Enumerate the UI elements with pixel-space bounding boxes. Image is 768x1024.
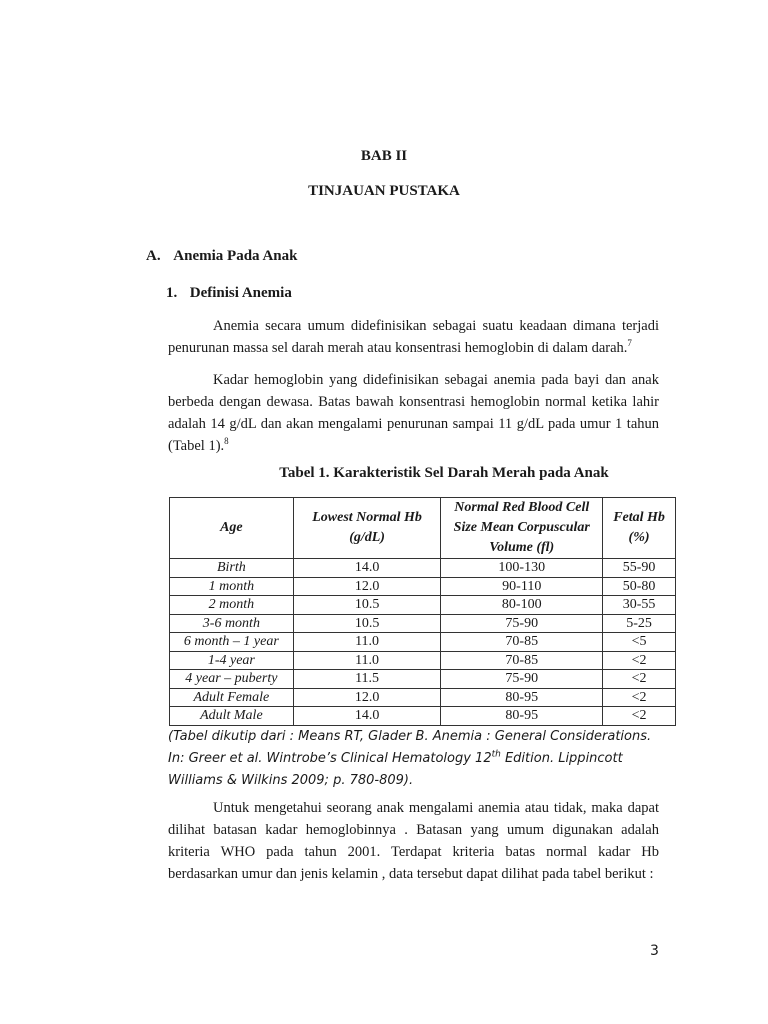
table-row bbox=[170, 670, 676, 689]
cell-age: 1-4 year bbox=[170, 651, 294, 670]
header-age: Age bbox=[170, 498, 294, 559]
cell-hb: 10.5 bbox=[293, 614, 441, 633]
cell-fetal: 5-25 bbox=[603, 614, 676, 633]
header-fetal-hb: Fetal Hb (%) bbox=[603, 498, 676, 559]
cell-age: 3-6 month bbox=[170, 614, 294, 633]
cell-hb: 12.0 bbox=[293, 688, 441, 707]
cell-fetal: <5 bbox=[603, 633, 676, 652]
cell-mcv: 80-95 bbox=[441, 707, 603, 726]
table-row bbox=[170, 688, 676, 707]
caption-text: (Tabel dikutip dari : Means RT, Glader B. Anemia : General Considerations. In: Greer et al. Wintrobe’s Clinical Hematology 12 bbox=[168, 729, 652, 766]
chapter-heading: BAB II bbox=[360, 148, 408, 164]
cell-fetal: 50-80 bbox=[603, 577, 676, 596]
cell-age: 4 year – puberty bbox=[170, 670, 294, 689]
caption-sup: th bbox=[491, 749, 501, 760]
paragraph-text: Kadar hemoglobin yang didefinisikan sebagai anemia pada bayi dan anak berbeda dengan dewasa. Batas bawah konsentrasi hemoglobin normal ketika lahir adalah 14 g/dL dan akan mengalami penurunan sampai 11 g/dL pada umur 1 tahun (Tabel 1). bbox=[168, 372, 659, 454]
table-row bbox=[170, 559, 676, 578]
cell-fetal: <2 bbox=[603, 688, 676, 707]
header-lowest-hb: Lowest Normal Hb (g/dL) bbox=[293, 498, 441, 559]
cell-mcv: 100-130 bbox=[441, 559, 603, 578]
cell-mcv: 75-90 bbox=[441, 670, 603, 689]
header-mcv: Normal Red Blood Cell Size Mean Corpuscular Volume (fl) bbox=[441, 498, 603, 559]
cell-age: 2 month bbox=[170, 596, 294, 615]
subsection-marker: 1. bbox=[166, 285, 178, 301]
cell-age: 6 month – 1 year bbox=[170, 633, 294, 652]
cell-fetal: 30-55 bbox=[603, 596, 676, 615]
cell-hb: 11.5 bbox=[293, 670, 441, 689]
paragraph-who-criteria bbox=[168, 797, 659, 885]
table-header-row bbox=[170, 498, 676, 559]
cell-mcv: 70-85 bbox=[441, 633, 603, 652]
table-row bbox=[170, 707, 676, 726]
page-number: 3 bbox=[650, 943, 659, 959]
cell-fetal: <2 bbox=[603, 670, 676, 689]
cell-fetal: 55-90 bbox=[603, 559, 676, 578]
subsection-heading bbox=[166, 285, 292, 302]
caption-text-end: Edition. Lippincott Williams & Wilkins 2009; p. 780-809). bbox=[168, 751, 623, 788]
cell-hb: 11.0 bbox=[293, 633, 441, 652]
cell-mcv: 80-100 bbox=[441, 596, 603, 615]
cell-fetal: <2 bbox=[603, 707, 676, 726]
cell-age: Adult Male bbox=[170, 707, 294, 726]
subsection-title: Definisi Anemia bbox=[189, 285, 292, 301]
paragraph-hemoglobin-levels bbox=[168, 369, 659, 457]
table-row bbox=[170, 614, 676, 633]
table-title: Tabel 1. Karakteristik Sel Darah Merah pada Anak bbox=[279, 465, 609, 481]
cell-mcv: 75-90 bbox=[441, 614, 603, 633]
table-row bbox=[170, 651, 676, 670]
cell-mcv: 80-95 bbox=[441, 688, 603, 707]
cell-mcv: 70-85 bbox=[441, 651, 603, 670]
section-title: Anemia Pada Anak bbox=[173, 248, 298, 264]
section-heading bbox=[146, 248, 297, 265]
paragraph-text: Anemia secara umum didefinisikan sebagai suatu keadaan dimana terjadi penurunan massa sel darah merah atau konsentrasi hemoglobin di dalam darah. bbox=[168, 318, 659, 356]
paragraph-anemia-definition bbox=[168, 315, 659, 359]
citation-ref: 7 bbox=[627, 338, 632, 349]
paragraph-text: Untuk mengetahui seorang anak mengalami anemia atau tidak, maka dapat dilihat batasan kadar hemoglobinnya . Batasan yang umum digunakan adalah kriteria WHO pada tahun 2001. Terdapat kriteria batas normal kadar Hb berdasarkan umur dan jenis kelamin , data tersebut dapat dilihat pada tabel berikut : bbox=[168, 800, 659, 882]
cell-hb: 12.0 bbox=[293, 577, 441, 596]
chapter-title: TINJAUAN PUSTAKA bbox=[308, 183, 460, 199]
cell-hb: 14.0 bbox=[293, 559, 441, 578]
table-row bbox=[170, 577, 676, 596]
table-source-caption bbox=[168, 726, 663, 792]
cell-mcv: 90-110 bbox=[441, 577, 603, 596]
table-row bbox=[170, 633, 676, 652]
cell-age: 1 month bbox=[170, 577, 294, 596]
section-marker: A. bbox=[146, 248, 161, 264]
cell-fetal: <2 bbox=[603, 651, 676, 670]
rbc-characteristics-table bbox=[169, 497, 676, 726]
cell-hb: 11.0 bbox=[293, 651, 441, 670]
cell-age: Birth bbox=[170, 559, 294, 578]
table-row bbox=[170, 596, 676, 615]
cell-hb: 10.5 bbox=[293, 596, 441, 615]
cell-hb: 14.0 bbox=[293, 707, 441, 726]
citation-ref: 8 bbox=[224, 436, 229, 447]
cell-age: Adult Female bbox=[170, 688, 294, 707]
